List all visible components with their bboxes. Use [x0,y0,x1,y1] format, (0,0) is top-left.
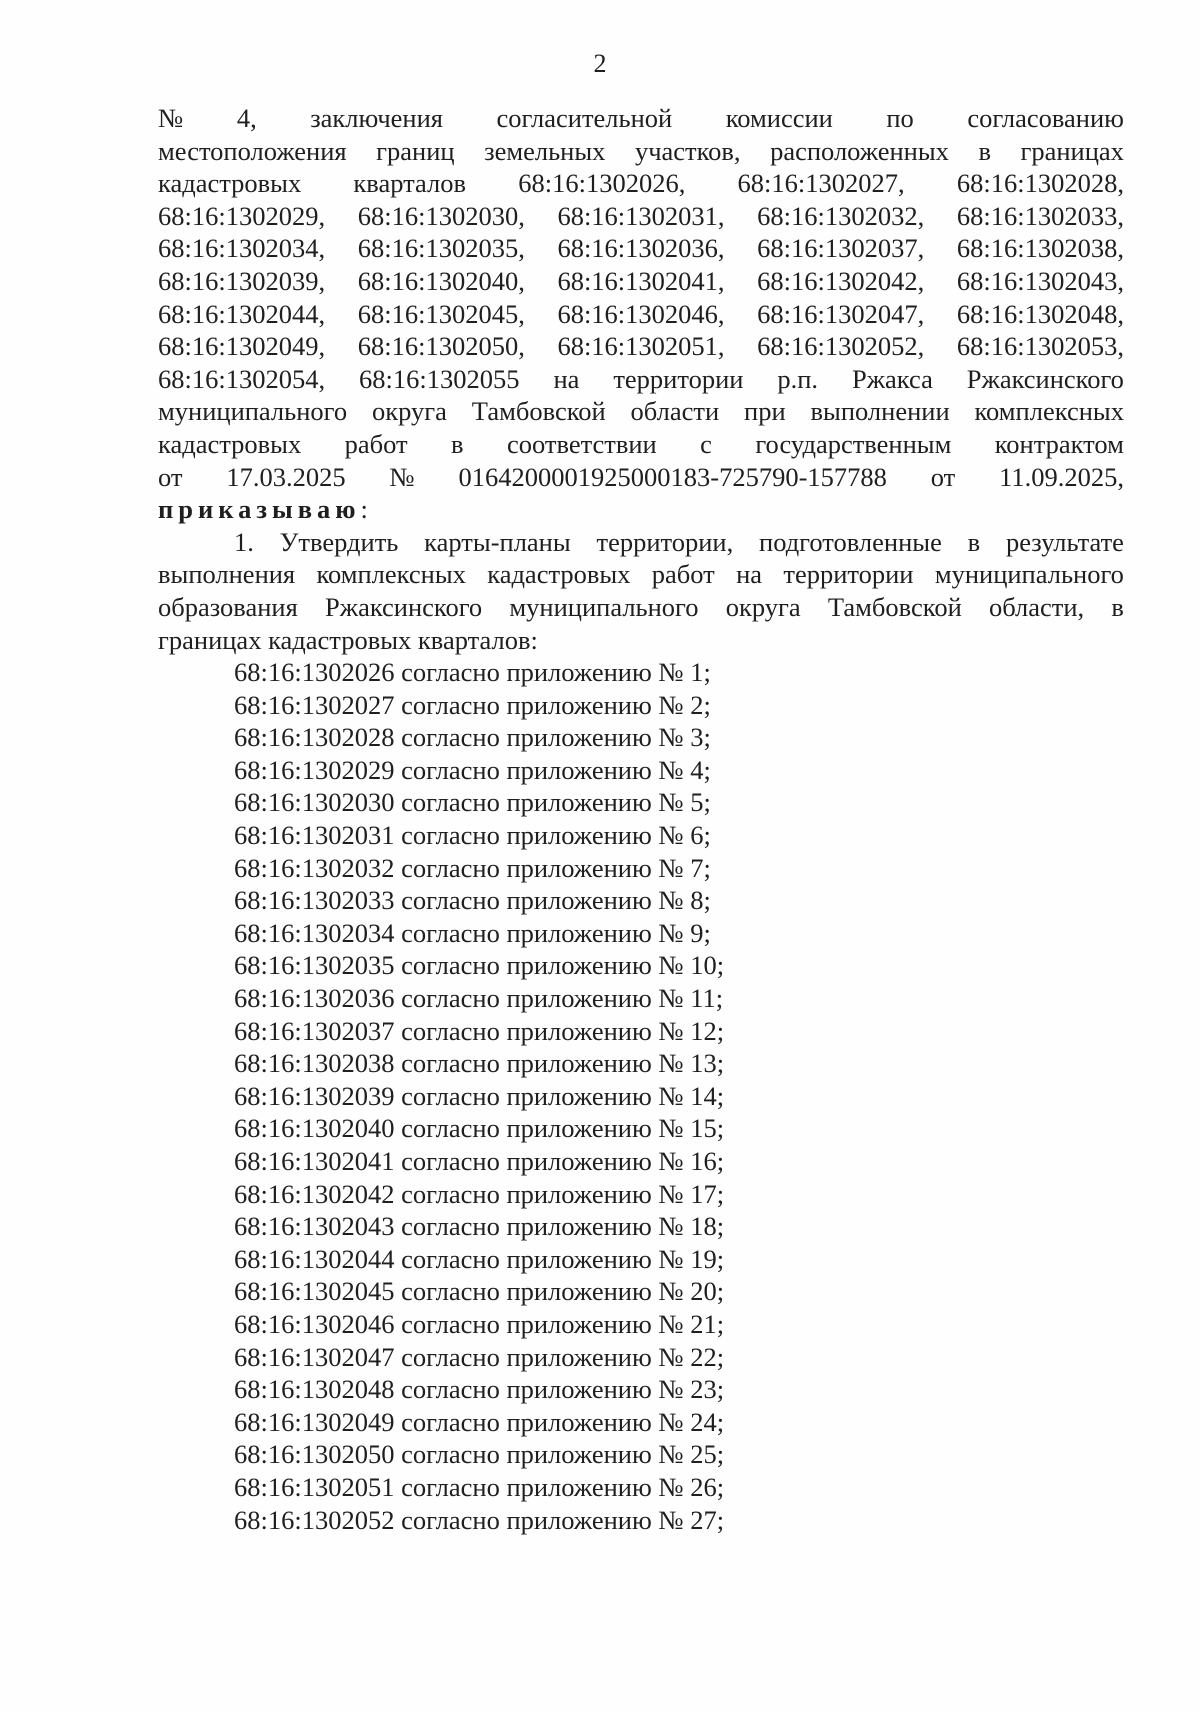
word: области [630,396,720,427]
word: 68:16:1302035, [357,233,525,264]
intro-paragraph [158,102,1124,493]
word: 68:16:1302026, [518,168,686,199]
word: границ [376,135,455,166]
word: территории, [596,526,734,557]
word: на [553,363,580,394]
word: 68:16:1302043, [956,265,1124,296]
word: 68:16:1302033, [956,200,1124,231]
list-item: 68:16:1302044 согласно приложению № 19; [234,1243,725,1274]
text-line [158,232,1124,265]
list-item: 68:16:1302050 согласно приложению № 25; [234,1439,725,1470]
word: от [930,461,956,492]
text-line [158,298,1124,331]
list-item: 68:16:1302037 согласно приложению № 12; [234,1015,725,1046]
word: 68:16:1302036, [557,233,725,264]
word: округа [725,591,801,622]
word: 68:16:1302055 [359,363,520,394]
word: 68:16:1302049, [158,331,326,362]
list-item: 68:16:1302043 согласно приложению № 18; [234,1211,725,1242]
list-item: 68:16:1302034 согласно приложению № 9; [234,917,711,948]
list-item: 68:16:1302039 согласно приложению № 14; [234,1080,725,1111]
list-item: 68:16:1302051 согласно приложению № 26; [234,1471,725,1502]
word: Ржаксинского [966,363,1124,394]
word: в [978,135,991,166]
word: по [886,103,914,133]
word: 68:16:1302054, [158,363,326,394]
word: 68:16:1302050, [357,331,525,362]
word: 68:16:1302045, [357,298,525,329]
text-line [158,461,1124,494]
list-item: 68:16:1302027 согласно приложению № 2; [234,689,711,720]
word: 68:16:1302040, [357,265,525,296]
list-item: 68:16:1302030 согласно приложению № 5; [234,787,711,818]
word: выполнения [158,559,296,590]
list-item: 68:16:1302041 согласно приложению № 16; [234,1146,725,1176]
list-item: 68:16:1302046 согласно приложению № 21; [234,1308,725,1339]
word: при [744,396,786,427]
appendix-list [158,656,1124,1536]
list-item: 68:16:1302047 согласно приложению № 22; [234,1341,725,1372]
word: участков, [634,135,741,166]
word: комиссии [725,103,833,133]
word: 68:16:1302052, [757,331,925,362]
word: карты-планы [424,526,571,557]
list-item: 68:16:1302049 согласно приложению № 24; [234,1406,725,1437]
text-line [158,428,1124,461]
word: 68:16:1302039, [158,265,326,296]
list-item: 68:16:1302036 согласно приложению № 11; [234,983,724,1014]
word: в [451,428,464,459]
list-item: 68:16:1302042 согласно приложению № 17; [234,1178,725,1209]
word: 68:16:1302030, [357,200,525,231]
list-item: 68:16:1302040 согласно приложению № 15; [234,1113,725,1144]
word: с [700,428,712,459]
word: р.п. [777,363,819,394]
word: 4, [236,103,257,133]
text-line [158,558,1124,591]
text-line [158,102,1124,135]
word: 68:16:1302037, [757,233,925,264]
word: комплексных [316,559,466,590]
list-item: 68:16:1302028 согласно приложению № 3; [234,722,711,753]
list-item: 68:16:1302033 согласно приложению № 8; [234,885,711,916]
word: муниципального [934,559,1124,590]
word: 68:16:1302053, [956,331,1124,362]
word: местоположения [158,135,347,166]
word: подготовленные [759,526,942,557]
word: заключения [310,103,443,133]
word: 68:16:1302051, [557,331,725,362]
list-item: 68:16:1302026 согласно приложению № 1; [234,657,711,688]
word: кадастровых [487,559,631,590]
word: в [967,526,981,557]
word: Тамбовской [471,396,606,427]
word: работ [651,559,715,590]
text-line [158,526,1124,559]
word: результате [1005,526,1124,557]
text-line [158,330,1124,363]
word: Ржакса [851,363,933,394]
list-item: 68:16:1302032 согласно приложению № 7; [234,852,711,883]
word: государственным [755,428,952,459]
item-1-paragraph [158,526,1124,624]
word: комплексных [974,396,1124,427]
text-line [158,167,1124,200]
text-line [158,265,1124,298]
text-line [158,200,1124,233]
word: 68:16:1302047, [757,298,925,329]
word: округа [372,396,447,427]
word: территории [613,363,744,394]
word: 68:16:1302034, [158,233,326,264]
word: области, [988,591,1085,622]
word: границах [1020,135,1124,166]
order-line [158,493,1124,526]
list-item: 68:16:1302052 согласно приложению № 27; [234,1504,725,1535]
word: согласительной [496,103,673,133]
word: 68:16:1302028, [956,168,1124,199]
list-item: 68:16:1302045 согласно приложению № 20; [234,1276,725,1307]
document-body [158,102,1124,1536]
word: 68:16:1302044, [158,298,326,329]
list-item: 68:16:1302035 согласно приложению № 10; [234,950,725,981]
word: в [1111,591,1124,622]
word: 68:16:1302046, [557,298,725,329]
word: 11.09.2025, [999,461,1124,492]
word: 68:16:1302048, [956,298,1124,329]
word: кадастровых [158,168,302,199]
word: от [158,461,183,492]
order-colon: : [360,494,368,525]
word: 68:16:1302042, [757,265,925,296]
list-item: 68:16:1302038 согласно приложению № 13; [234,1048,725,1079]
word: Ржаксинского [325,591,483,622]
word: территории [783,559,914,590]
list-item: 68:16:1302048 согласно приложению № 23; [234,1374,725,1405]
word: 68:16:1302031, [557,200,725,231]
text-line [158,395,1124,428]
word: муниципального [509,591,699,622]
word: 1. [234,526,254,557]
word: на [736,559,763,590]
text-line [158,363,1124,396]
word: 68:16:1302032, [757,200,925,231]
word: расположенных [770,135,949,166]
word: 68:16:1302038, [956,233,1124,264]
word: 68:16:1302029, [158,200,326,231]
text-line [158,135,1124,168]
page-number: 2 [593,49,607,78]
word: № [158,103,184,133]
word: Тамбовской [827,591,962,622]
word: 68:16:1302027, [737,168,905,199]
order-word: приказываю [158,494,361,525]
word: согласованию [967,103,1124,133]
list-item: 68:16:1302029 согласно приложению № 4; [234,754,711,785]
word: 0164200001925000183-725790-157788 [458,461,887,492]
word: работ [344,428,408,459]
word: 68:16:1302041, [557,265,725,296]
word: муниципального [158,396,348,427]
word: контрактом [994,428,1124,459]
item-1-last-line: границах кадастровых кварталов: [158,624,538,655]
word: соответствии [506,428,657,459]
word: № [389,461,415,492]
word: земельных [484,135,606,166]
word: 17.03.2025 [226,461,346,492]
word: кварталов [353,168,467,199]
word: выполнении [810,396,950,427]
list-item: 68:16:1302031 согласно приложению № 6; [234,820,711,851]
word: образования [158,591,298,622]
word: кадастровых [158,428,302,459]
text-line [158,591,1124,624]
word: Утвердить [279,526,399,557]
